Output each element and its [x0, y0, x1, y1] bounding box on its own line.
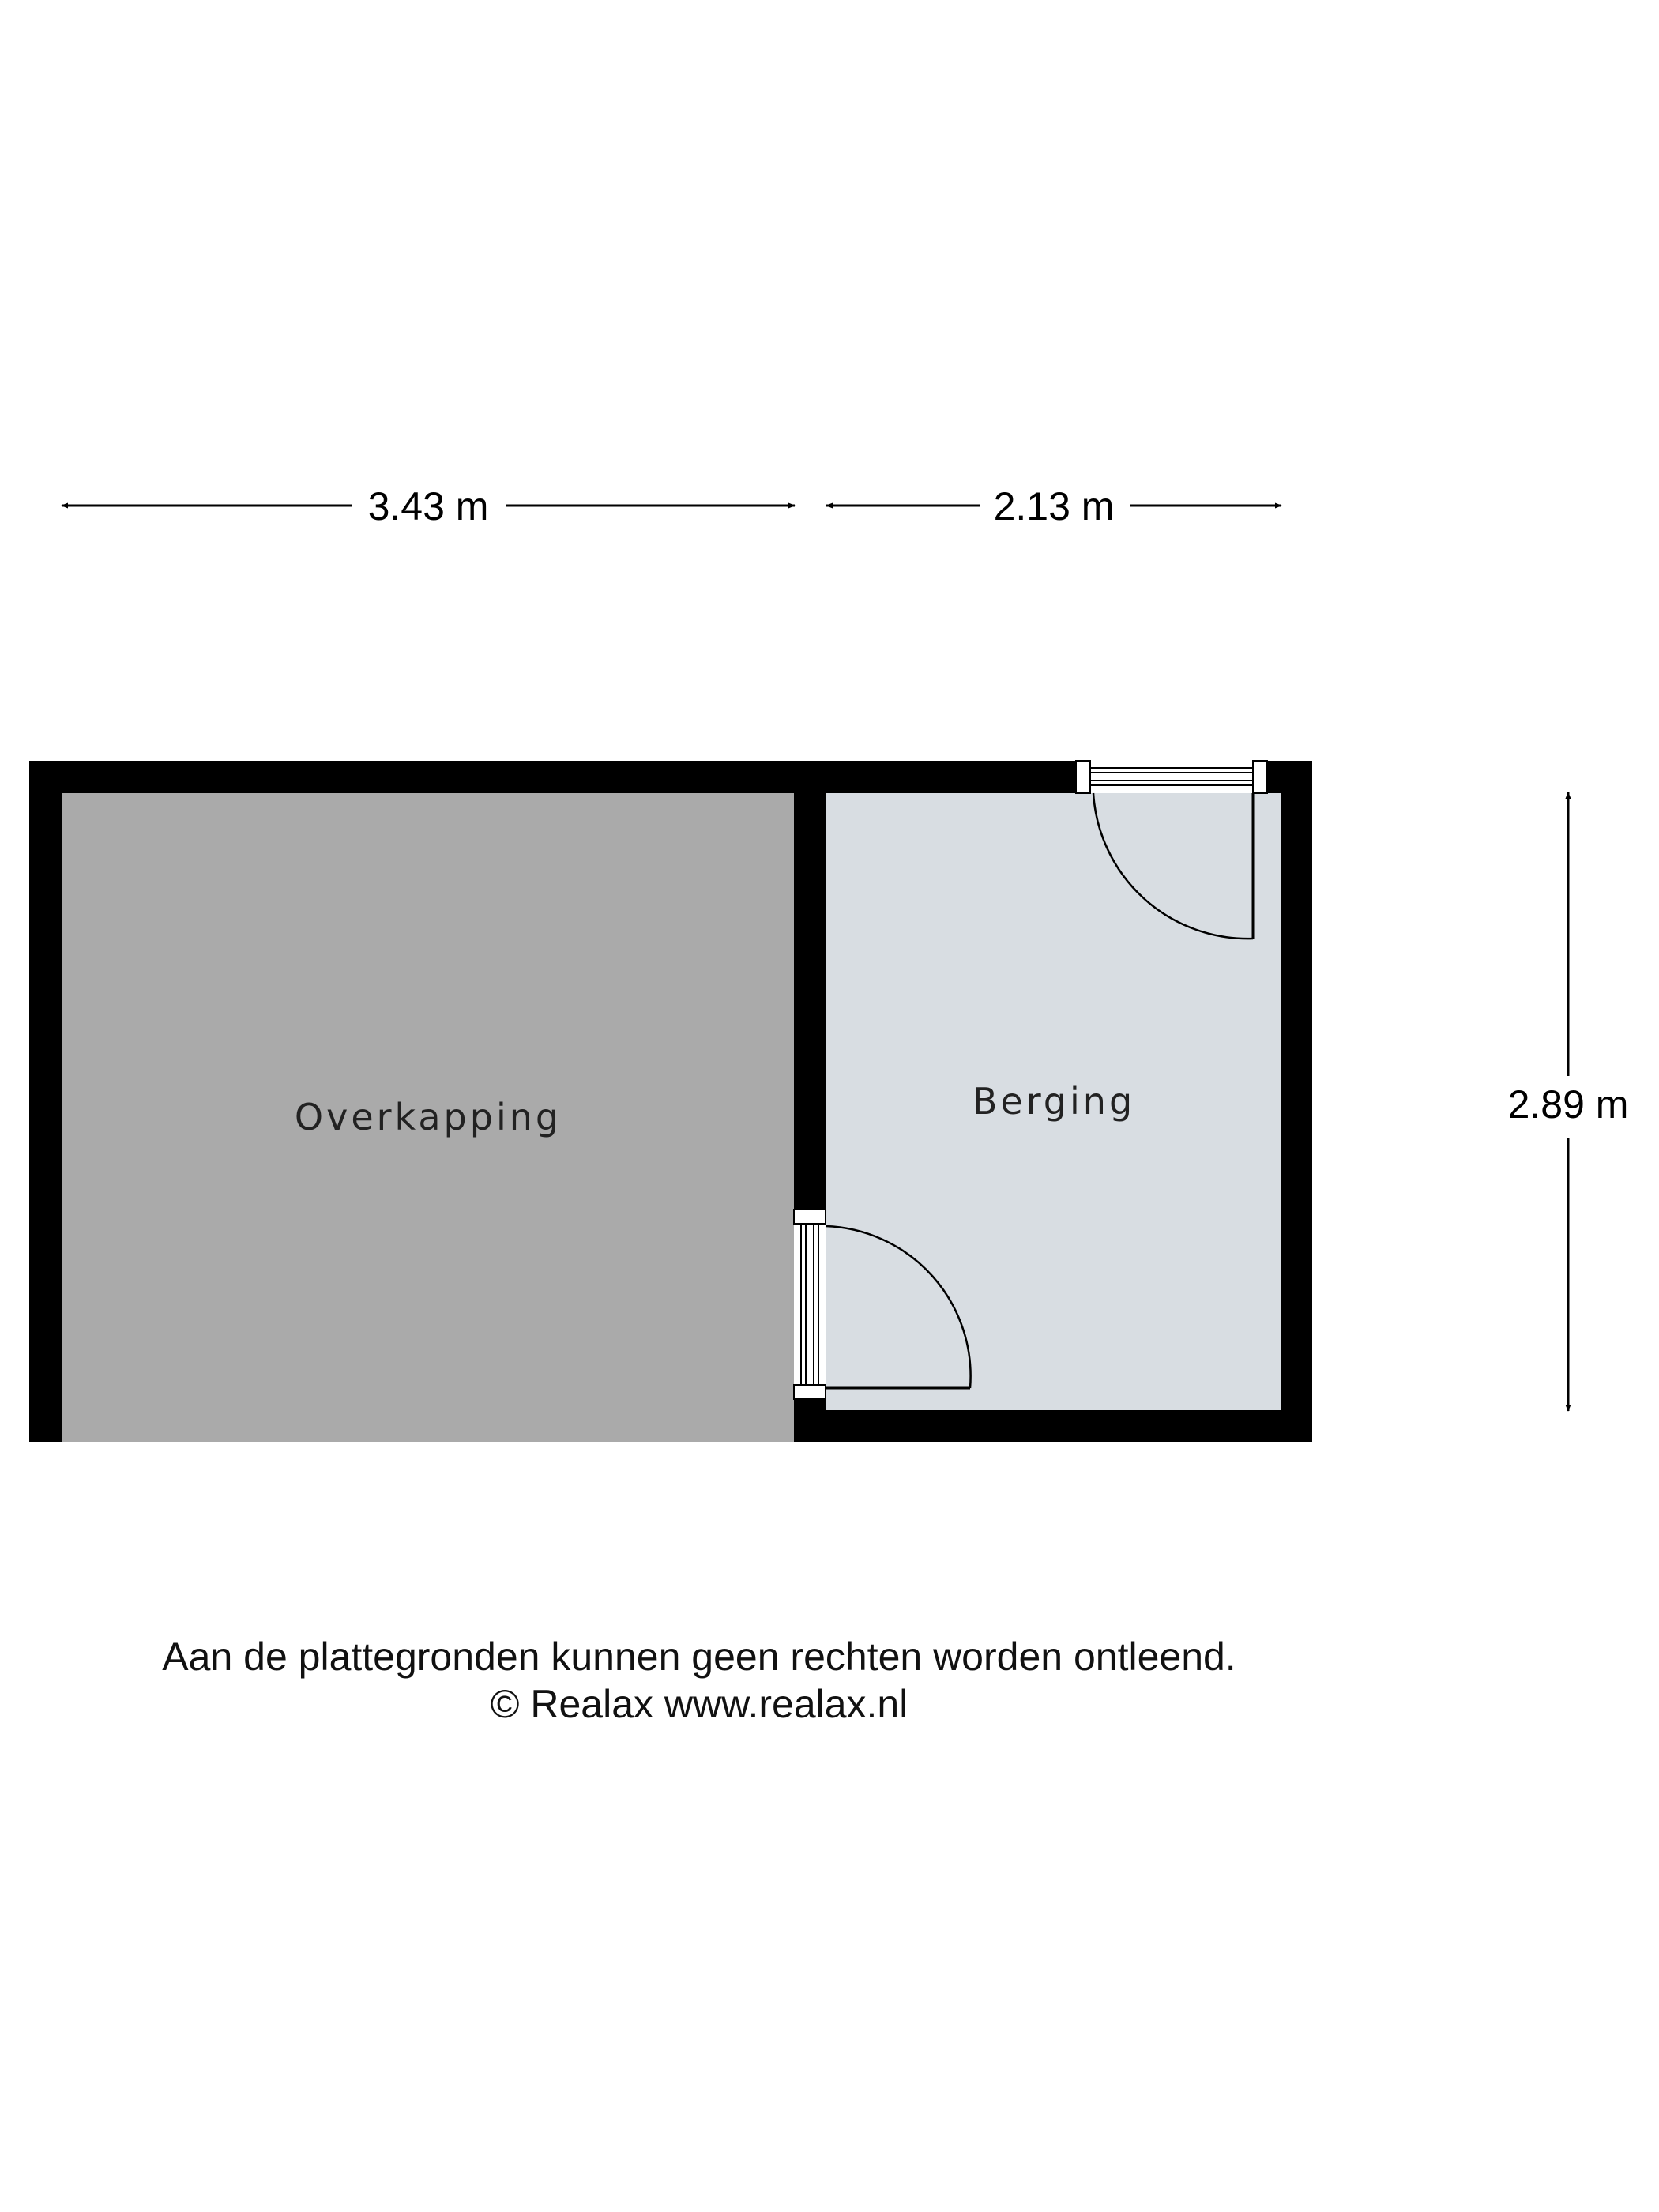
dimension-width-overkapping	[62, 484, 795, 529]
dimension-width-berging	[826, 484, 1281, 529]
room-label-overkapping: Overkapping	[294, 1096, 562, 1138]
dimension-label-2-13: 2.13 m	[993, 484, 1115, 529]
dimension-label-3-43: 3.43 m	[367, 484, 489, 529]
dimension-label-2-89: 2.89 m	[1507, 1082, 1629, 1127]
copyright-text: © Realax www.realax.nl	[490, 1682, 908, 1726]
wall-left	[29, 761, 62, 1442]
dimension-height	[1508, 792, 1629, 1411]
wall-top-left	[29, 761, 1076, 793]
room-label-berging: Berging	[972, 1080, 1136, 1123]
door-top-jamb-left	[1076, 761, 1090, 793]
wall-middle-upper	[794, 761, 826, 1209]
door-top-frame	[1076, 768, 1267, 785]
door-middle-jamb-bottom	[794, 1385, 826, 1399]
wall-bottom-right	[794, 1410, 1312, 1442]
wall-right	[1281, 761, 1312, 1442]
door-top-jamb-right	[1253, 761, 1267, 793]
disclaimer-text: Aan de plattegronden kunnen geen rechten worden ontleend.	[162, 1635, 1236, 1679]
door-middle-jamb-top	[794, 1209, 826, 1224]
door-middle-frame	[801, 1209, 818, 1399]
